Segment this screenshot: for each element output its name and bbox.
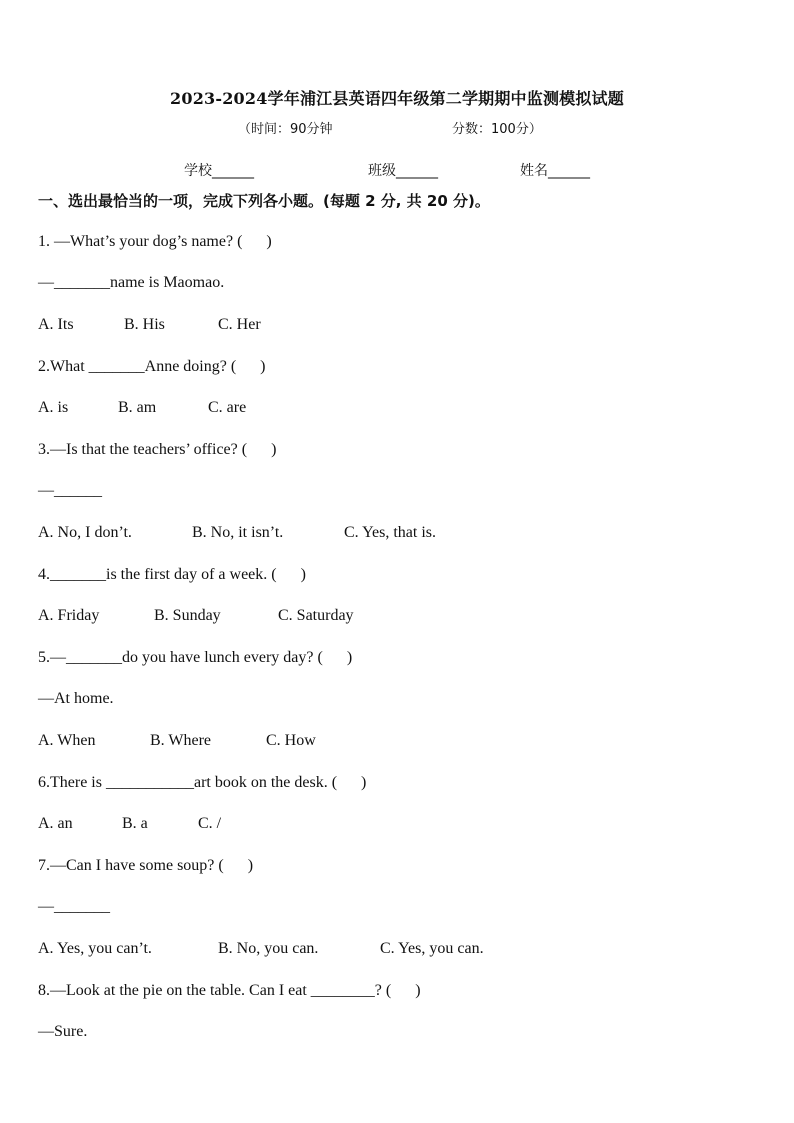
question-8-prompt: 8.—Look at the pie on the table. Can I eat ________? ( ) (38, 982, 421, 999)
question-1-option-c[interactable]: C. Her (218, 316, 261, 333)
question-5-prompt: 5.—_______do you have lunch every day? ( ) (38, 649, 353, 666)
question-7-response: —_______ (38, 898, 110, 915)
question-3-prompt: 3.—Is that the teachers’ office? ( ) (38, 441, 277, 458)
question-7-option-a[interactable]: A. Yes, you can’t. (38, 940, 152, 957)
question-3-option-c[interactable]: C. Yes, that is. (344, 524, 437, 541)
question-1-option-a[interactable]: A. Its (38, 316, 74, 333)
question-1-response: —_______name is Maomao. (38, 274, 225, 291)
question-7-prompt: 7.—Can I have some soup? ( ) (38, 857, 254, 874)
exam-title: 2023-2024学年浦江县英语四年级第二学期期中监测模拟试题 (170, 89, 624, 108)
question-2-option-b[interactable]: B. am (118, 399, 157, 416)
question-2-option-a[interactable]: A. is (38, 399, 69, 416)
question-5-response: —At home. (38, 690, 114, 707)
question-4-prompt: 4._______is the first day of a week. ( ) (38, 566, 306, 583)
class-field[interactable]: 班级______ (368, 163, 438, 179)
question-7-option-b[interactable]: B. No, you can. (218, 940, 319, 957)
name-field[interactable]: 姓名______ (520, 163, 590, 179)
question-3-response: —______ (38, 482, 102, 499)
question-5-option-b[interactable]: B. Where (150, 732, 212, 749)
question-5-option-a[interactable]: A. When (38, 732, 96, 749)
question-2-option-c[interactable]: C. are (208, 399, 247, 416)
exam-time: （时间：90分钟 (238, 122, 333, 137)
question-4-option-a[interactable]: A. Friday (38, 607, 100, 624)
question-3-option-a[interactable]: A. No, I don’t. (38, 524, 132, 541)
question-6-option-c[interactable]: C. / (198, 815, 222, 832)
question-8-response: —Sure. (38, 1023, 88, 1040)
question-2-prompt: 2.What _______Anne doing? ( ) (38, 358, 266, 375)
exam-score: 分数：100分） (452, 122, 542, 137)
question-1-option-b[interactable]: B. His (124, 316, 165, 333)
question-6-option-a[interactable]: A. an (38, 815, 73, 832)
section-title: 一、选出最恰当的一项，完成下列各小题。(每题 2 分, 共 20 分)。 (38, 192, 490, 210)
question-1-prompt: 1. —What’s your dog’s name? ( ) (38, 233, 272, 250)
question-7-option-c[interactable]: C. Yes, you can. (380, 940, 484, 957)
school-field[interactable]: 学校______ (184, 163, 254, 179)
question-4-option-b[interactable]: B. Sunday (154, 607, 221, 624)
question-4-option-c[interactable]: C. Saturday (278, 607, 354, 624)
question-3-option-b[interactable]: B. No, it isn’t. (192, 524, 284, 541)
question-6-option-b[interactable]: B. a (122, 815, 148, 832)
question-5-option-c[interactable]: C. How (266, 732, 316, 749)
question-6-prompt: 6.There is ___________art book on the desk. ( ) (38, 774, 367, 791)
